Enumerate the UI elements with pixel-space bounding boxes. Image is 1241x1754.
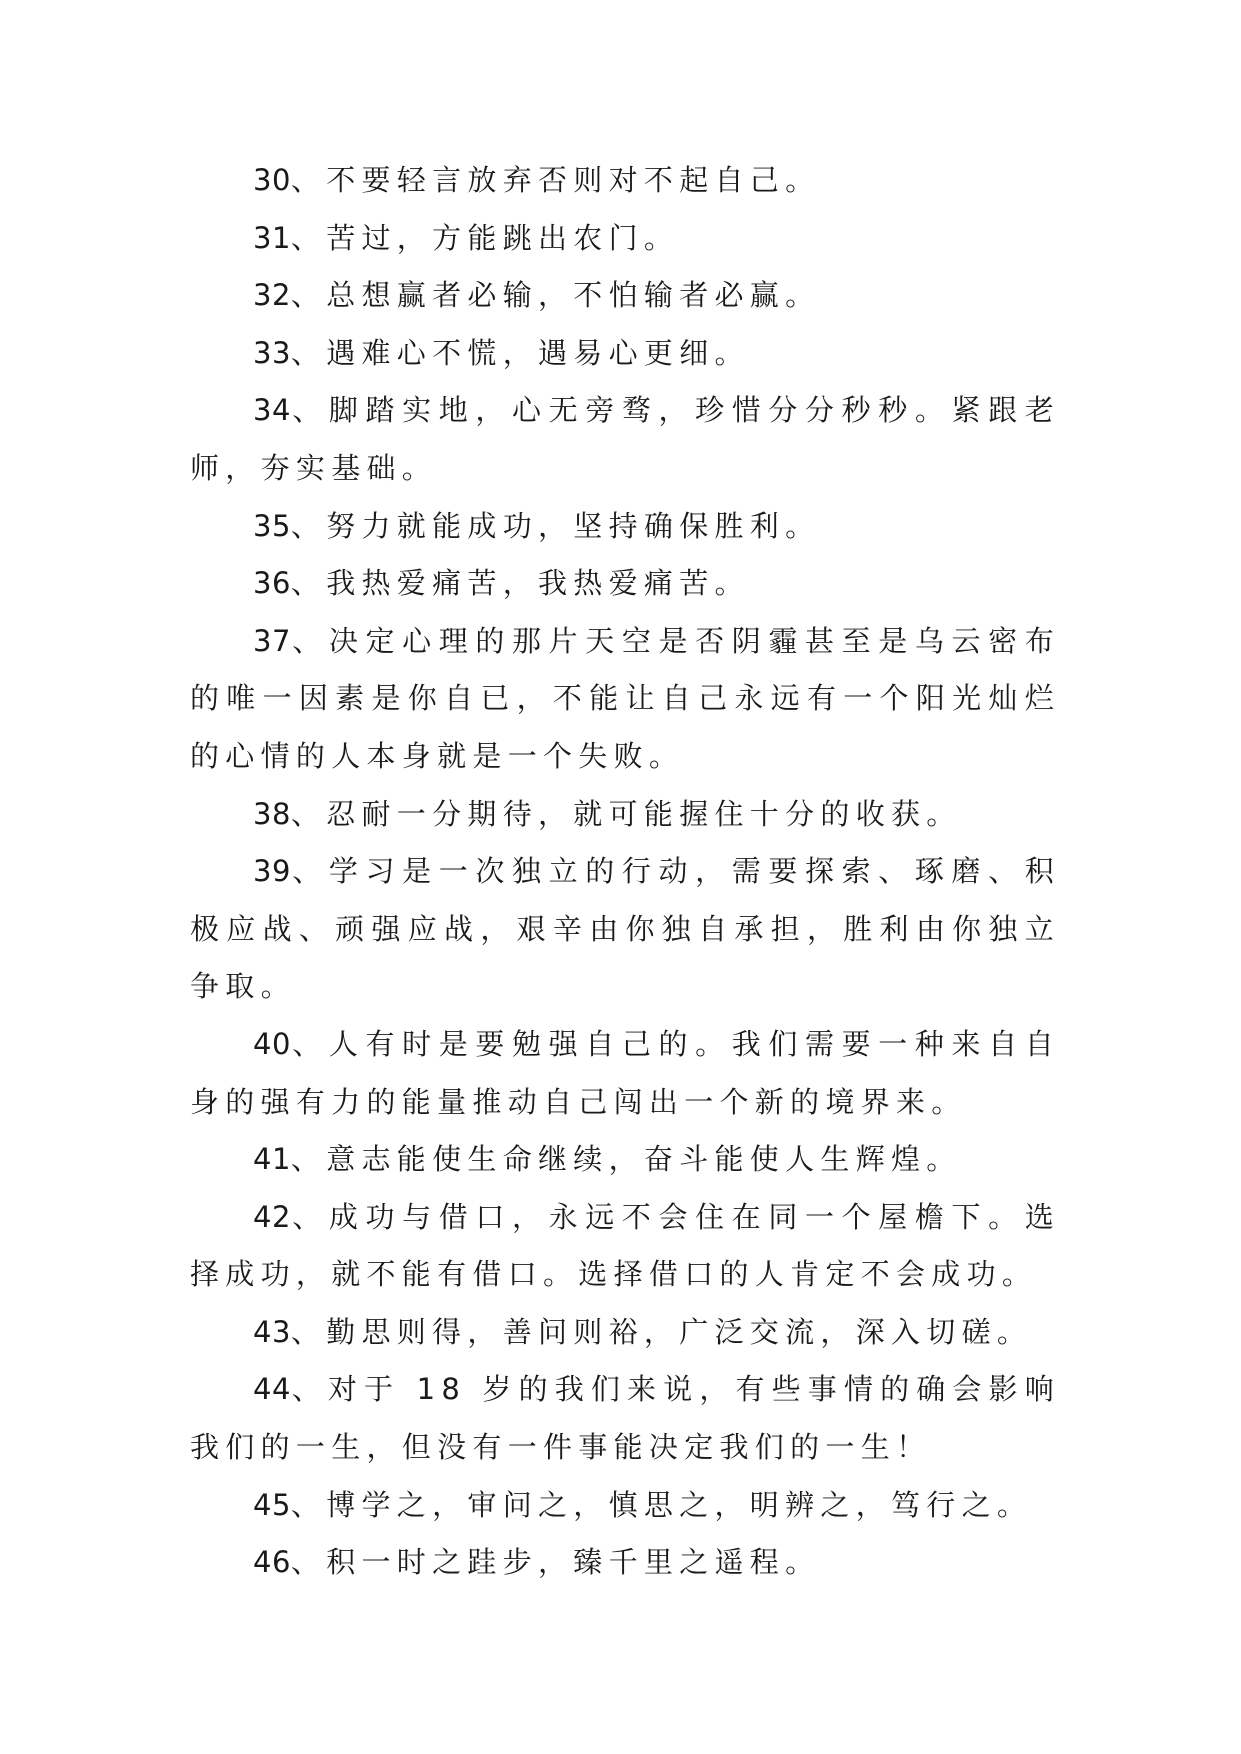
paragraph-38 <box>190 786 1060 844</box>
paragraph-34 <box>190 382 1060 497</box>
item-number: 42 <box>253 1199 291 1234</box>
item-text: 、勤思则得，善问则裕，广泛交流，深入切磋。 <box>290 1314 1033 1349</box>
item-number: 41 <box>253 1142 291 1177</box>
item-text: 、我热爱痛苦，我热爱痛苦。 <box>290 566 750 601</box>
item-text: 、对于 18 岁的我们来说，有些事情的确会影响我们的一生，但没有一件事能决定我们的一生！ <box>190 1372 1060 1465</box>
item-text: 、遇难心不慌，遇易心更细。 <box>290 335 750 370</box>
item-number: 34 <box>253 393 291 428</box>
paragraph-35 <box>190 498 1060 556</box>
paragraph-43 <box>190 1304 1060 1362</box>
item-number: 39 <box>253 854 291 889</box>
item-number: 38 <box>253 796 291 831</box>
paragraph-36 <box>190 555 1060 613</box>
item-text: 、积一时之跬步，臻千里之遥程。 <box>290 1545 821 1580</box>
item-number: 45 <box>253 1487 291 1522</box>
item-text: 、苦过，方能跳出农门。 <box>290 220 680 255</box>
paragraph-39 <box>190 843 1060 1016</box>
item-number: 36 <box>253 566 291 601</box>
paragraph-37 <box>190 613 1060 786</box>
item-text: 、成功与借口，永远不会住在同一个屋檐下。选择成功，就不能有借口。选择借口的人肯定不会成功。 <box>190 1199 1060 1292</box>
item-text: 、努力就能成功，坚持确保胜利。 <box>290 508 821 543</box>
item-number: 43 <box>253 1314 291 1349</box>
item-number: 35 <box>253 508 291 543</box>
item-number: 44 <box>253 1372 291 1407</box>
paragraph-31 <box>190 210 1060 268</box>
paragraph-33 <box>190 325 1060 383</box>
paragraph-46 <box>190 1534 1060 1592</box>
item-text: 、不要轻言放弃否则对不起自己。 <box>290 163 821 197</box>
item-text: 、脚踏实地，心无旁骛，珍惜分分秒秒。紧跟老师，夯实基础。 <box>190 393 1060 485</box>
document-body <box>190 152 1060 1592</box>
item-text: 、忍耐一分期待，就可能握住十分的收获。 <box>290 796 962 831</box>
paragraph-44 <box>190 1361 1060 1476</box>
paragraph-30 <box>190 152 1060 210</box>
item-number: 46 <box>253 1545 291 1580</box>
item-text: 、总想赢者必输，不怕输者必赢。 <box>290 278 821 313</box>
item-text: 、人有时是要勉强自己的。我们需要一种来自自身的强有力的能量推动自己闯出一个新的境界来。 <box>190 1026 1060 1119</box>
item-text: 、学习是一次独立的行动，需要探索、琢磨、积极应战、顽强应战，艰辛由你独自承担，胜利由你独立争取。 <box>190 854 1060 1004</box>
item-number: 32 <box>253 278 291 313</box>
paragraph-41 <box>190 1131 1060 1189</box>
item-number: 30 <box>253 163 291 197</box>
item-text: 、意志能使生命继续，奋斗能使人生辉煌。 <box>290 1142 962 1177</box>
item-number: 31 <box>253 220 291 255</box>
paragraph-40 <box>190 1016 1060 1131</box>
item-number: 37 <box>253 623 291 658</box>
item-text: 、决定心理的那片天空是否阴霾甚至是乌云密布的唯一因素是你自已，不能让自己永远有一个阳光灿烂的心情的人本身就是一个失败。 <box>190 623 1060 773</box>
item-number: 40 <box>253 1026 291 1061</box>
paragraph-42 <box>190 1189 1060 1304</box>
item-number: 33 <box>253 335 291 370</box>
paragraph-45 <box>190 1477 1060 1535</box>
item-text: 、博学之，审问之，慎思之，明辨之，笃行之。 <box>290 1487 1033 1522</box>
paragraph-32 <box>190 267 1060 325</box>
